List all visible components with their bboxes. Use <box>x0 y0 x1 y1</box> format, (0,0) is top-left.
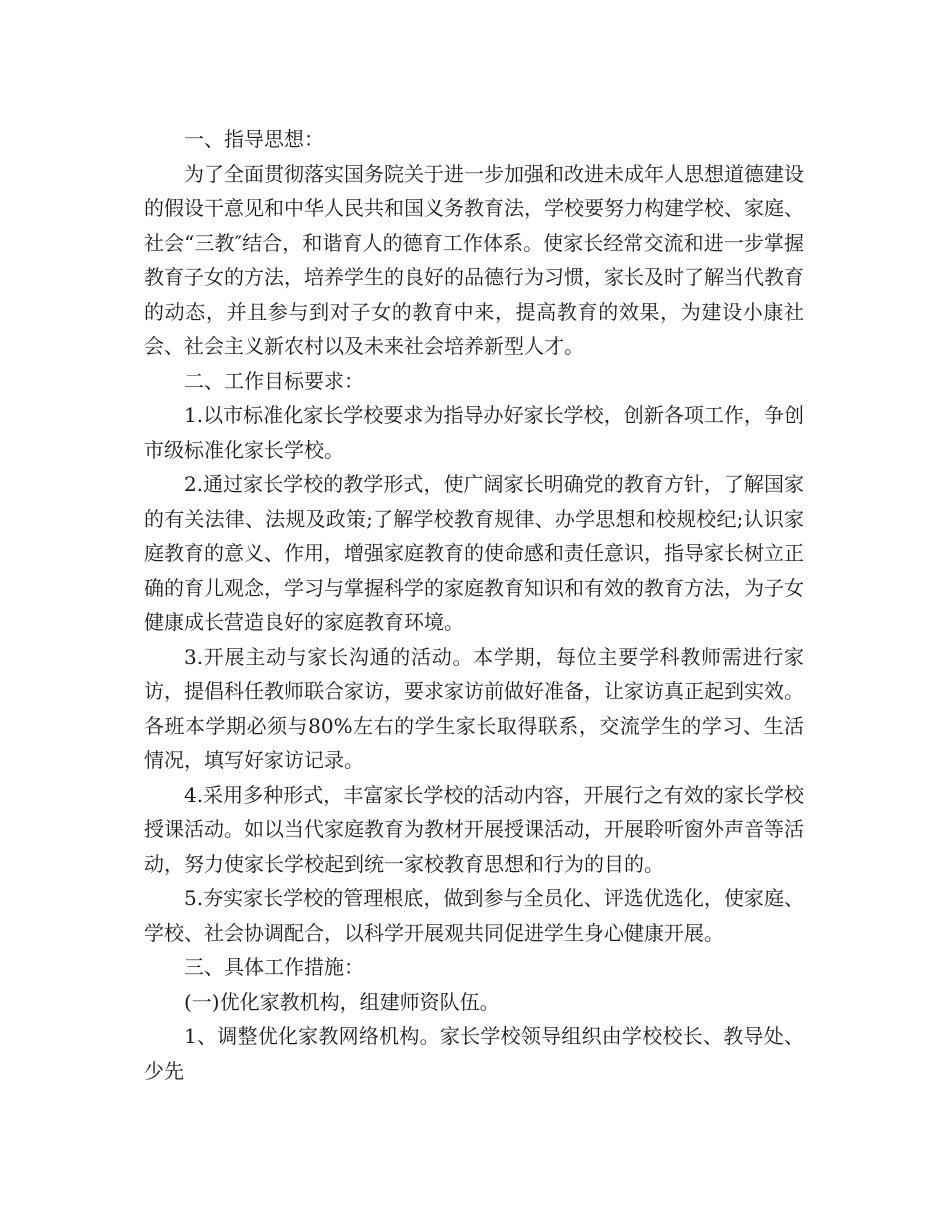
document-body <box>144 122 804 1088</box>
paragraph-measure-1-1: 1、调整优化家教网络机构。家长学校领导组织由学校校长、教导处、少先 <box>144 1024 804 1083</box>
subsection-heading-measure-1: (一)优化家教机构，组建师资队伍。 <box>184 989 500 1014</box>
paragraph-goal-5: 5.夯实家长学校的管理根底，做到参与全员化、评选优选化，使家庭、学校、社会协调配合，以科学开展观共同促进学生身心健康开展。 <box>144 886 804 945</box>
section-heading-measures: 三、具体工作措施： <box>184 955 364 979</box>
paragraph-goal-1: 1.以市标准化家长学校要求为指导办好家长学校，创新各项工作，争创市级标准化家长学校。 <box>144 403 804 462</box>
paragraph-goal-4: 4.采用多种形式，丰富家长学校的活动内容，开展行之有效的家长学校授课活动。如以当代家庭教育为教材开展授课活动，开展聆听窗外声音等活动，努力使家长学校起到统一家校教育思想和行为的目的。 <box>144 782 804 876</box>
section-heading-guiding-ideology: 一、指导思想： <box>184 127 324 151</box>
paragraph-goal-2: 2.通过家长学校的教学形式，使广阔家长明确党的教育方针，了解国家的有关法律、法规及政策;了解学校教育规律、办学思想和校规校纪;认识家庭教育的意义、作用，增强家庭教育的使命感和责任意识，指导家长树立正确的育儿观念，学习与掌握科学的家庭教育知识和有效的教育方法，为子女健康成长营造良好的家庭教育环境。 <box>144 472 804 634</box>
paragraph-guiding-ideology: 为了全面贯彻落实国务院关于进一步加强和改进未成年人思想道德建设的假设干意见和中华人民共和国义务教育法，学校要努力构建学校、家庭、社会“三教″结合，和谐育人的德育工作体系。使家长经常交流和进一步掌握教育子女的方法，培养学生的良好的品德行为习惯，家长及时了解当代教育的动态，并且参与到对子女的教育中来，提高教育的效果，为建设小康社会、社会主义新农村以及未来社会培养新型人才。 <box>144 161 804 358</box>
section-heading-work-goals: 二、工作目标要求： <box>184 368 364 393</box>
paragraph-goal-3: 3.开展主动与家长沟通的活动。本学期，每位主要学科教师需进行家访，提倡科任教师联合家访，要求家访前做好准备，让家访真正起到实效。各班本学期必须与80%左右的学生家长取得联系，交流学生的学习、生活情况，填写好家访记录。 <box>144 644 804 772</box>
